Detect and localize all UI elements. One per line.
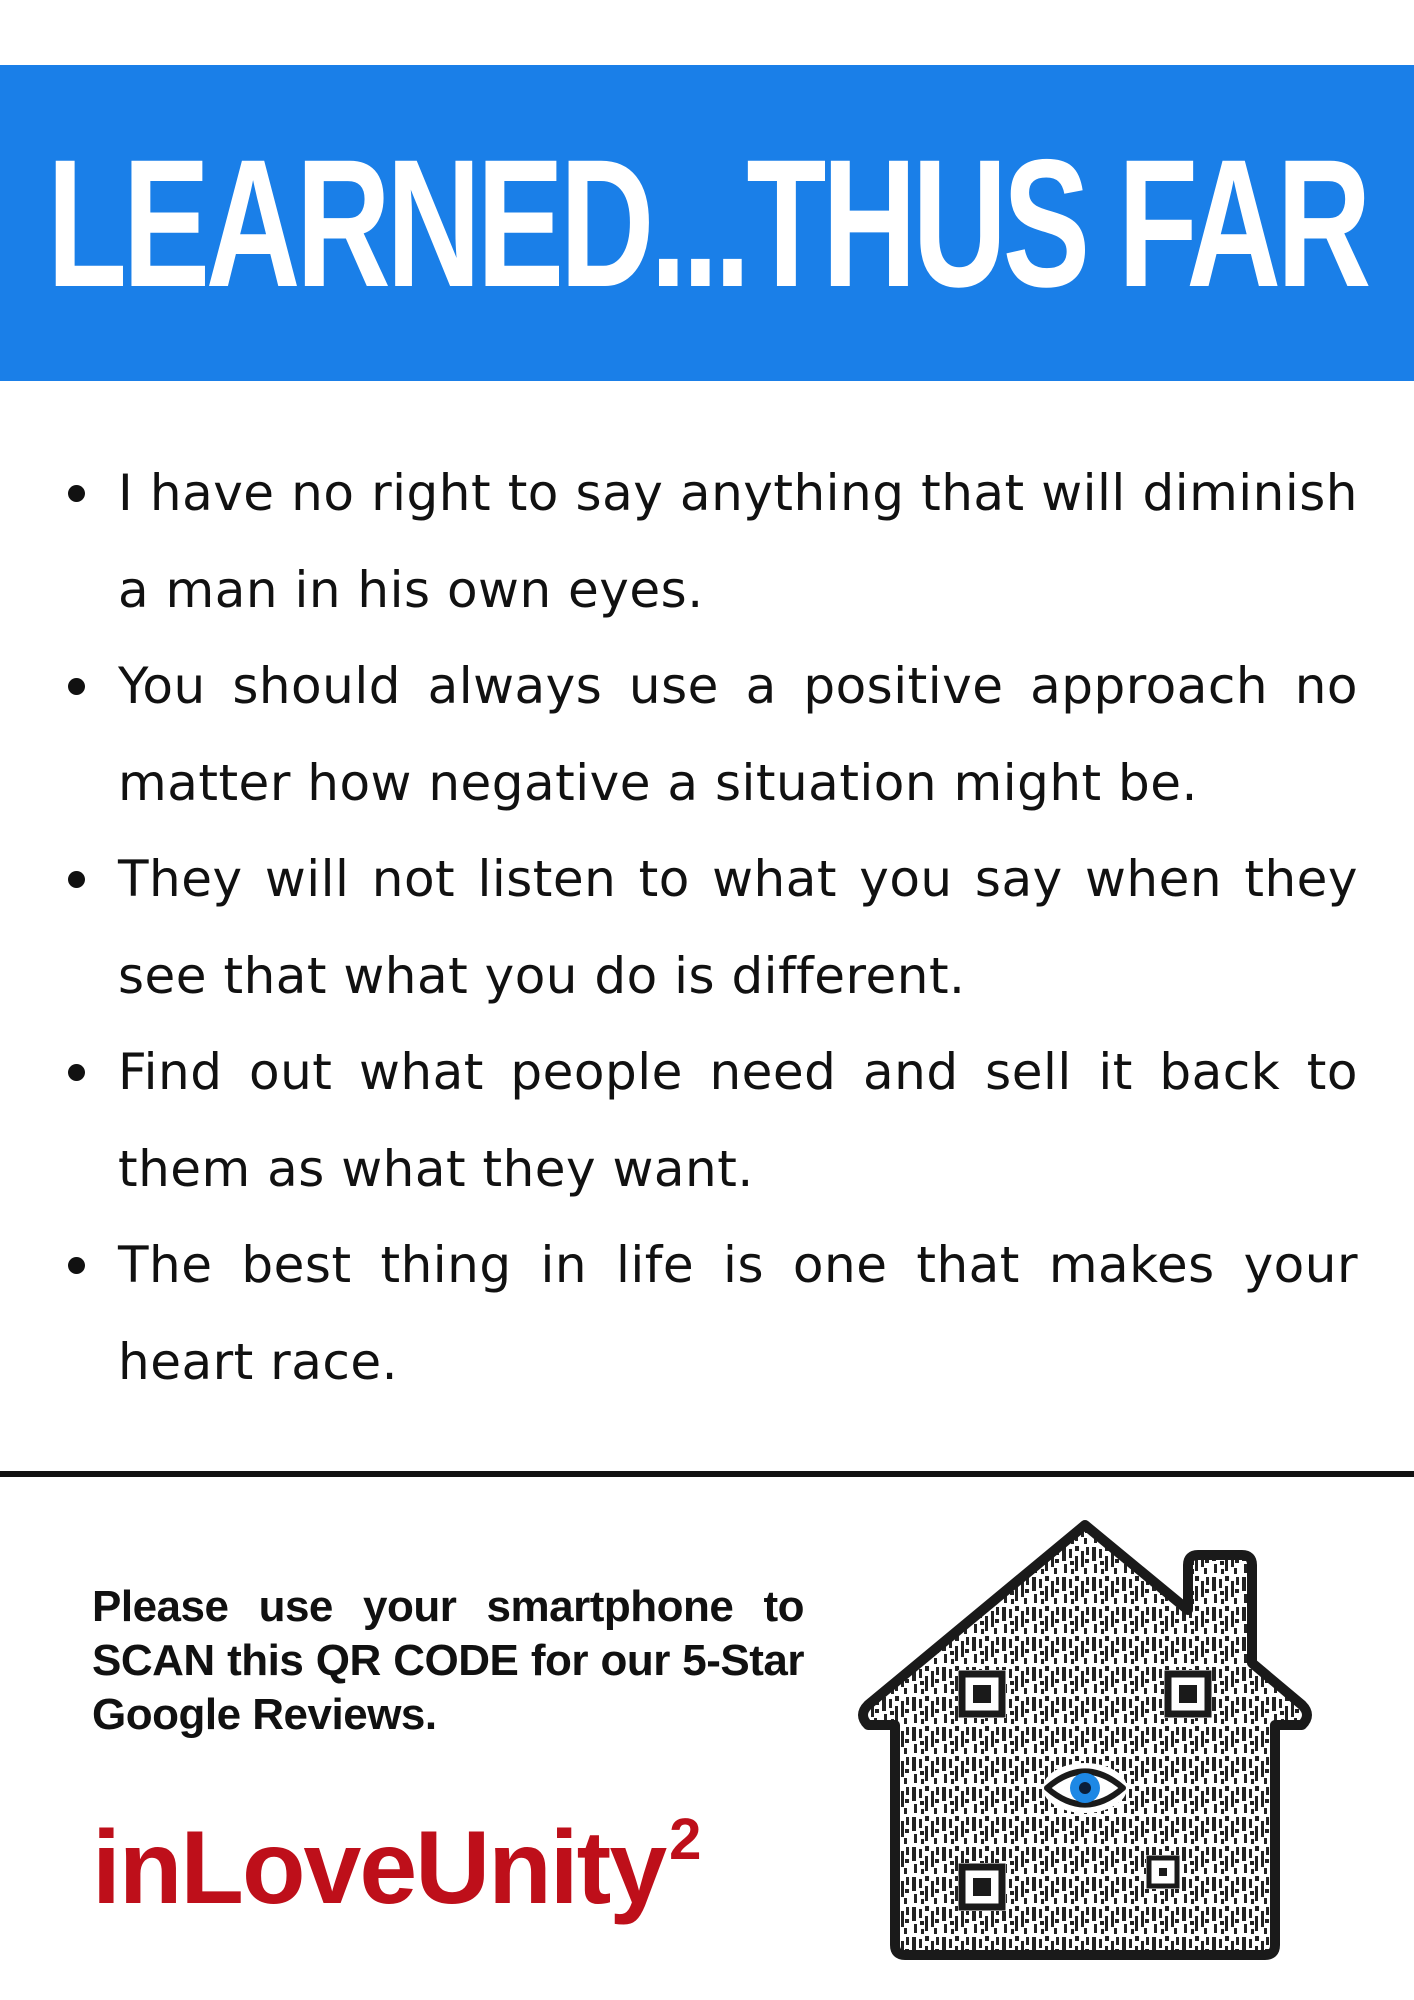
bullet-icon [68, 871, 85, 888]
qr-alignment-mark [1146, 1855, 1180, 1889]
list-item-text: Find out what people need and sell it back to them as what they want. [118, 1043, 1358, 1198]
list-item-text: I have no right to say anything that will diminish a man in his own eyes. [118, 464, 1358, 619]
list-item [118, 831, 1358, 1024]
list-item [118, 638, 1358, 831]
scan-instructions: Please use your smartphone to SCAN this QR CODE for our 5-Star Google Reviews. [92, 1582, 804, 1739]
brand-logo [92, 1780, 699, 1928]
title-banner [0, 65, 1414, 381]
section-divider [0, 1471, 1414, 1477]
eye-icon [1043, 1763, 1127, 1813]
bullet-icon [68, 1064, 85, 1081]
list-item [118, 1217, 1358, 1410]
qr-finder-top-left [958, 1670, 1006, 1718]
brand-name: inLoveUnity [92, 1810, 666, 1926]
qr-finder-bottom-left [958, 1863, 1006, 1911]
page-title: LEARNED...THUS FAR [46, 121, 1368, 325]
qr-finder-top-right [1164, 1670, 1212, 1718]
lessons-list [118, 445, 1358, 1410]
list-item [118, 1024, 1358, 1217]
brand-superscript: 2 [669, 1807, 700, 1872]
bullet-icon [68, 485, 85, 502]
bullet-icon [68, 678, 85, 695]
list-item [118, 445, 1358, 638]
list-item-text: The best thing in life is one that makes your heart race. [118, 1236, 1358, 1391]
list-item-text: You should always use a positive approach no matter how negative a situation might be. [118, 657, 1358, 812]
bullet-icon [68, 1257, 85, 1274]
list-item-text: They will not listen to what you say when they see that what you do is different. [118, 850, 1358, 1005]
house-qr-code-icon[interactable] [850, 1515, 1320, 1965]
